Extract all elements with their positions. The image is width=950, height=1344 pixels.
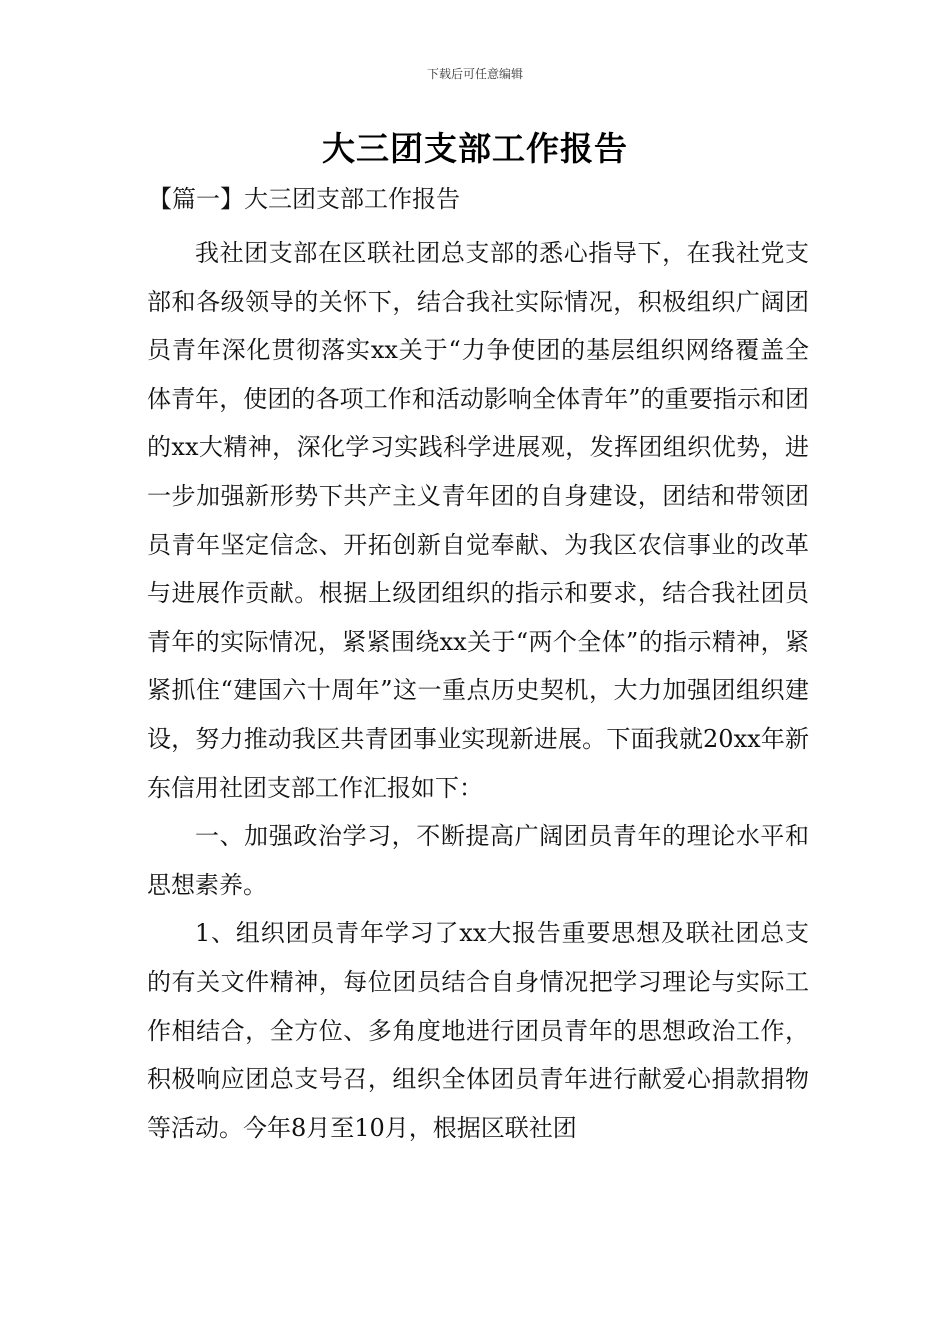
header-note: 下载后可任意编辑 xyxy=(426,67,523,81)
document-title: 大三团支部工作报告 xyxy=(322,129,628,168)
document-body xyxy=(147,229,809,1152)
paragraph-intro: 我社团支部在区联社团总支部的悉心指导下，在我社党支部和各级领导的关怀下，结合我社实际情况，积极组织广阔团员青年深化贯彻落实xx关于“力争使团的基层组织网络覆盖全体青年，使团的各项工作和活动影响全体青年”的重要指示和团的xx大精神，深化学习实践科学进展观，发挥团组织优势，进一步加强新形势下共产主义青年团的自身建设，团结和带领团员青年坚定信念、开拓创新自觉奉献、为我区农信事业的改革与进展作贡献。根据上级团组织的指示和要求，结合我社团员青年的实际情况，紧紧围绕xx关于“两个全体”的指示精神，紧紧抓住“建国六十周年”这一重点历史契机，大力加强团组织建设，努力推动我区共青团事业实现新进展。下面我就20xx年新东信用社团支部工作汇报如下： xyxy=(147,239,809,802)
paragraph-item-one: 1、组织团员青年学习了xx大报告重要思想及联社团总支的有关文件精神，每位团员结合自身情况把学习理论与实际工作相结合，全方位、多角度地进行团员青年的思想政治工作，积极响应团总支号召，组织全体团员青年进行献爱心捐款捐物等活动。今年8月至10月，根据区联社团 xyxy=(147,919,809,1142)
section-heading: 【篇一】大三团支部工作报告 xyxy=(148,185,460,213)
paragraph-section-one: 一、加强政治学习，不断提高广阔团员青年的理论水平和思想素养。 xyxy=(147,822,809,899)
